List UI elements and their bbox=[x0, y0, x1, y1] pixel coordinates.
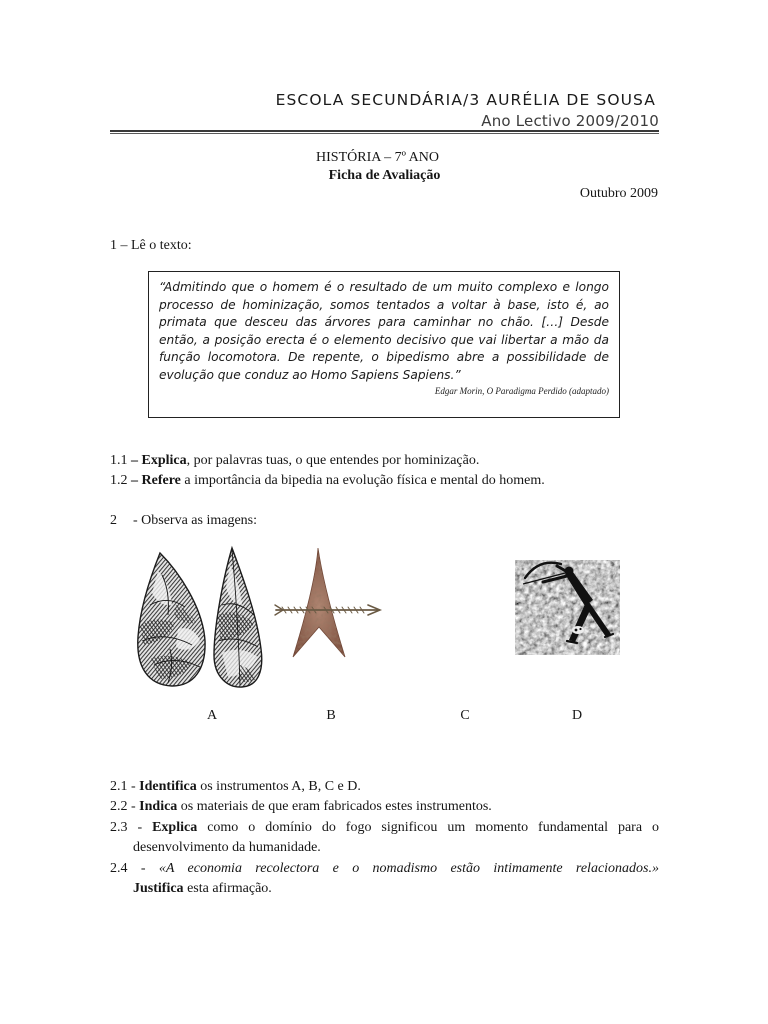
subject-title: HISTÓRIA – 7º ANO bbox=[316, 150, 439, 165]
question-1-2 bbox=[110, 471, 659, 491]
question-2-3 bbox=[110, 818, 659, 859]
question-number: 2.4 - bbox=[110, 860, 146, 876]
hand-axe-left bbox=[138, 553, 205, 686]
document-heading bbox=[110, 149, 659, 203]
question-1-1 bbox=[110, 451, 659, 471]
arrowhead bbox=[293, 548, 345, 657]
hand-axes-image bbox=[130, 545, 270, 693]
question-text: a importância da bipedia na evolução física e mental do homem. bbox=[184, 473, 545, 488]
image-label-d: D bbox=[571, 708, 583, 723]
question-verb: Explica bbox=[152, 819, 198, 835]
question-2-2 bbox=[110, 797, 659, 817]
question-number: 2.3 - bbox=[110, 819, 143, 835]
question-verb: – Refere bbox=[131, 473, 181, 488]
quote-line: processo de hominização, somos tentados a voltar à base, isto é, ao bbox=[159, 297, 609, 312]
question-number: 1.1 bbox=[110, 453, 128, 468]
question-text: os instrumentos A, B, C e D. bbox=[200, 779, 361, 794]
question-text: os materiais de que eram fabricados estes instrumentos. bbox=[180, 799, 492, 815]
document-date: Outubro 2009 bbox=[579, 186, 658, 201]
section2-instruction bbox=[110, 511, 257, 531]
school-year: Ano Lectivo 2009/2010 bbox=[481, 112, 659, 130]
quote-line: função locomotora. De repente, o bipedismo abre a possibilidade de bbox=[159, 350, 609, 365]
question-2-4-task bbox=[110, 879, 659, 899]
quote-line: primata que desceu das árvores para caminhar no chão. […] Desde bbox=[159, 315, 609, 330]
question-2-4 bbox=[110, 859, 659, 900]
question-2-1 bbox=[110, 777, 659, 797]
arrowhead-image bbox=[272, 545, 382, 663]
question-verb: – Explica bbox=[131, 453, 187, 468]
question-text: como o domínio do fogo significou um momento fundamental para o desenvolvimento da humanidade. bbox=[133, 819, 660, 856]
question-quote: «A economia recolectora e o nomadismo estão intimamente relacionados.» bbox=[158, 860, 660, 876]
quote-line: “Admitindo que o homem é o resultado de um muito complexo e longo bbox=[159, 280, 609, 294]
section2-instruction-text: - Observa as imagens: bbox=[133, 513, 258, 528]
quote-source: Edgar Morin, O Paradigma Perdido (adaptado) bbox=[434, 385, 609, 396]
question-verb: Indica bbox=[139, 799, 178, 815]
question-2-4-statement bbox=[110, 859, 659, 879]
section2-number: 2 bbox=[110, 513, 117, 528]
hand-axe-right bbox=[214, 548, 262, 687]
image-label-c: C bbox=[460, 708, 470, 723]
question-number: 2.2 - bbox=[110, 799, 136, 815]
document-title: Ficha de Avaliação bbox=[328, 168, 441, 183]
quote-line: então, a posição erecta é o elemento decisivo que vai libertar a mão da bbox=[159, 332, 609, 347]
question-verb: Identifica bbox=[139, 779, 197, 794]
question-text: esta afirmação. bbox=[187, 881, 272, 897]
section1-instruction: 1 – Lê o texto: bbox=[110, 238, 192, 253]
section2-questions bbox=[110, 777, 659, 899]
header-divider bbox=[110, 130, 659, 134]
question-number: 1.2 bbox=[110, 473, 128, 488]
quote-box bbox=[148, 271, 620, 418]
image-label-b: B bbox=[326, 708, 336, 723]
image-label-a: A bbox=[206, 708, 218, 723]
question-text: , por palavras tuas, o que entendes por hominização. bbox=[186, 453, 480, 468]
question-verb: Justifica bbox=[133, 881, 184, 897]
quote-line: evolução que conduz ao Homo Sapiens Sapiens.” bbox=[159, 367, 461, 382]
section1-questions bbox=[110, 451, 659, 491]
school-name: ESCOLA SECUNDÁRIA/3 AURÉLIA DE SOUSA bbox=[275, 91, 656, 109]
cave-painting-image bbox=[511, 556, 623, 658]
question-number: 2.1 - bbox=[110, 779, 136, 794]
